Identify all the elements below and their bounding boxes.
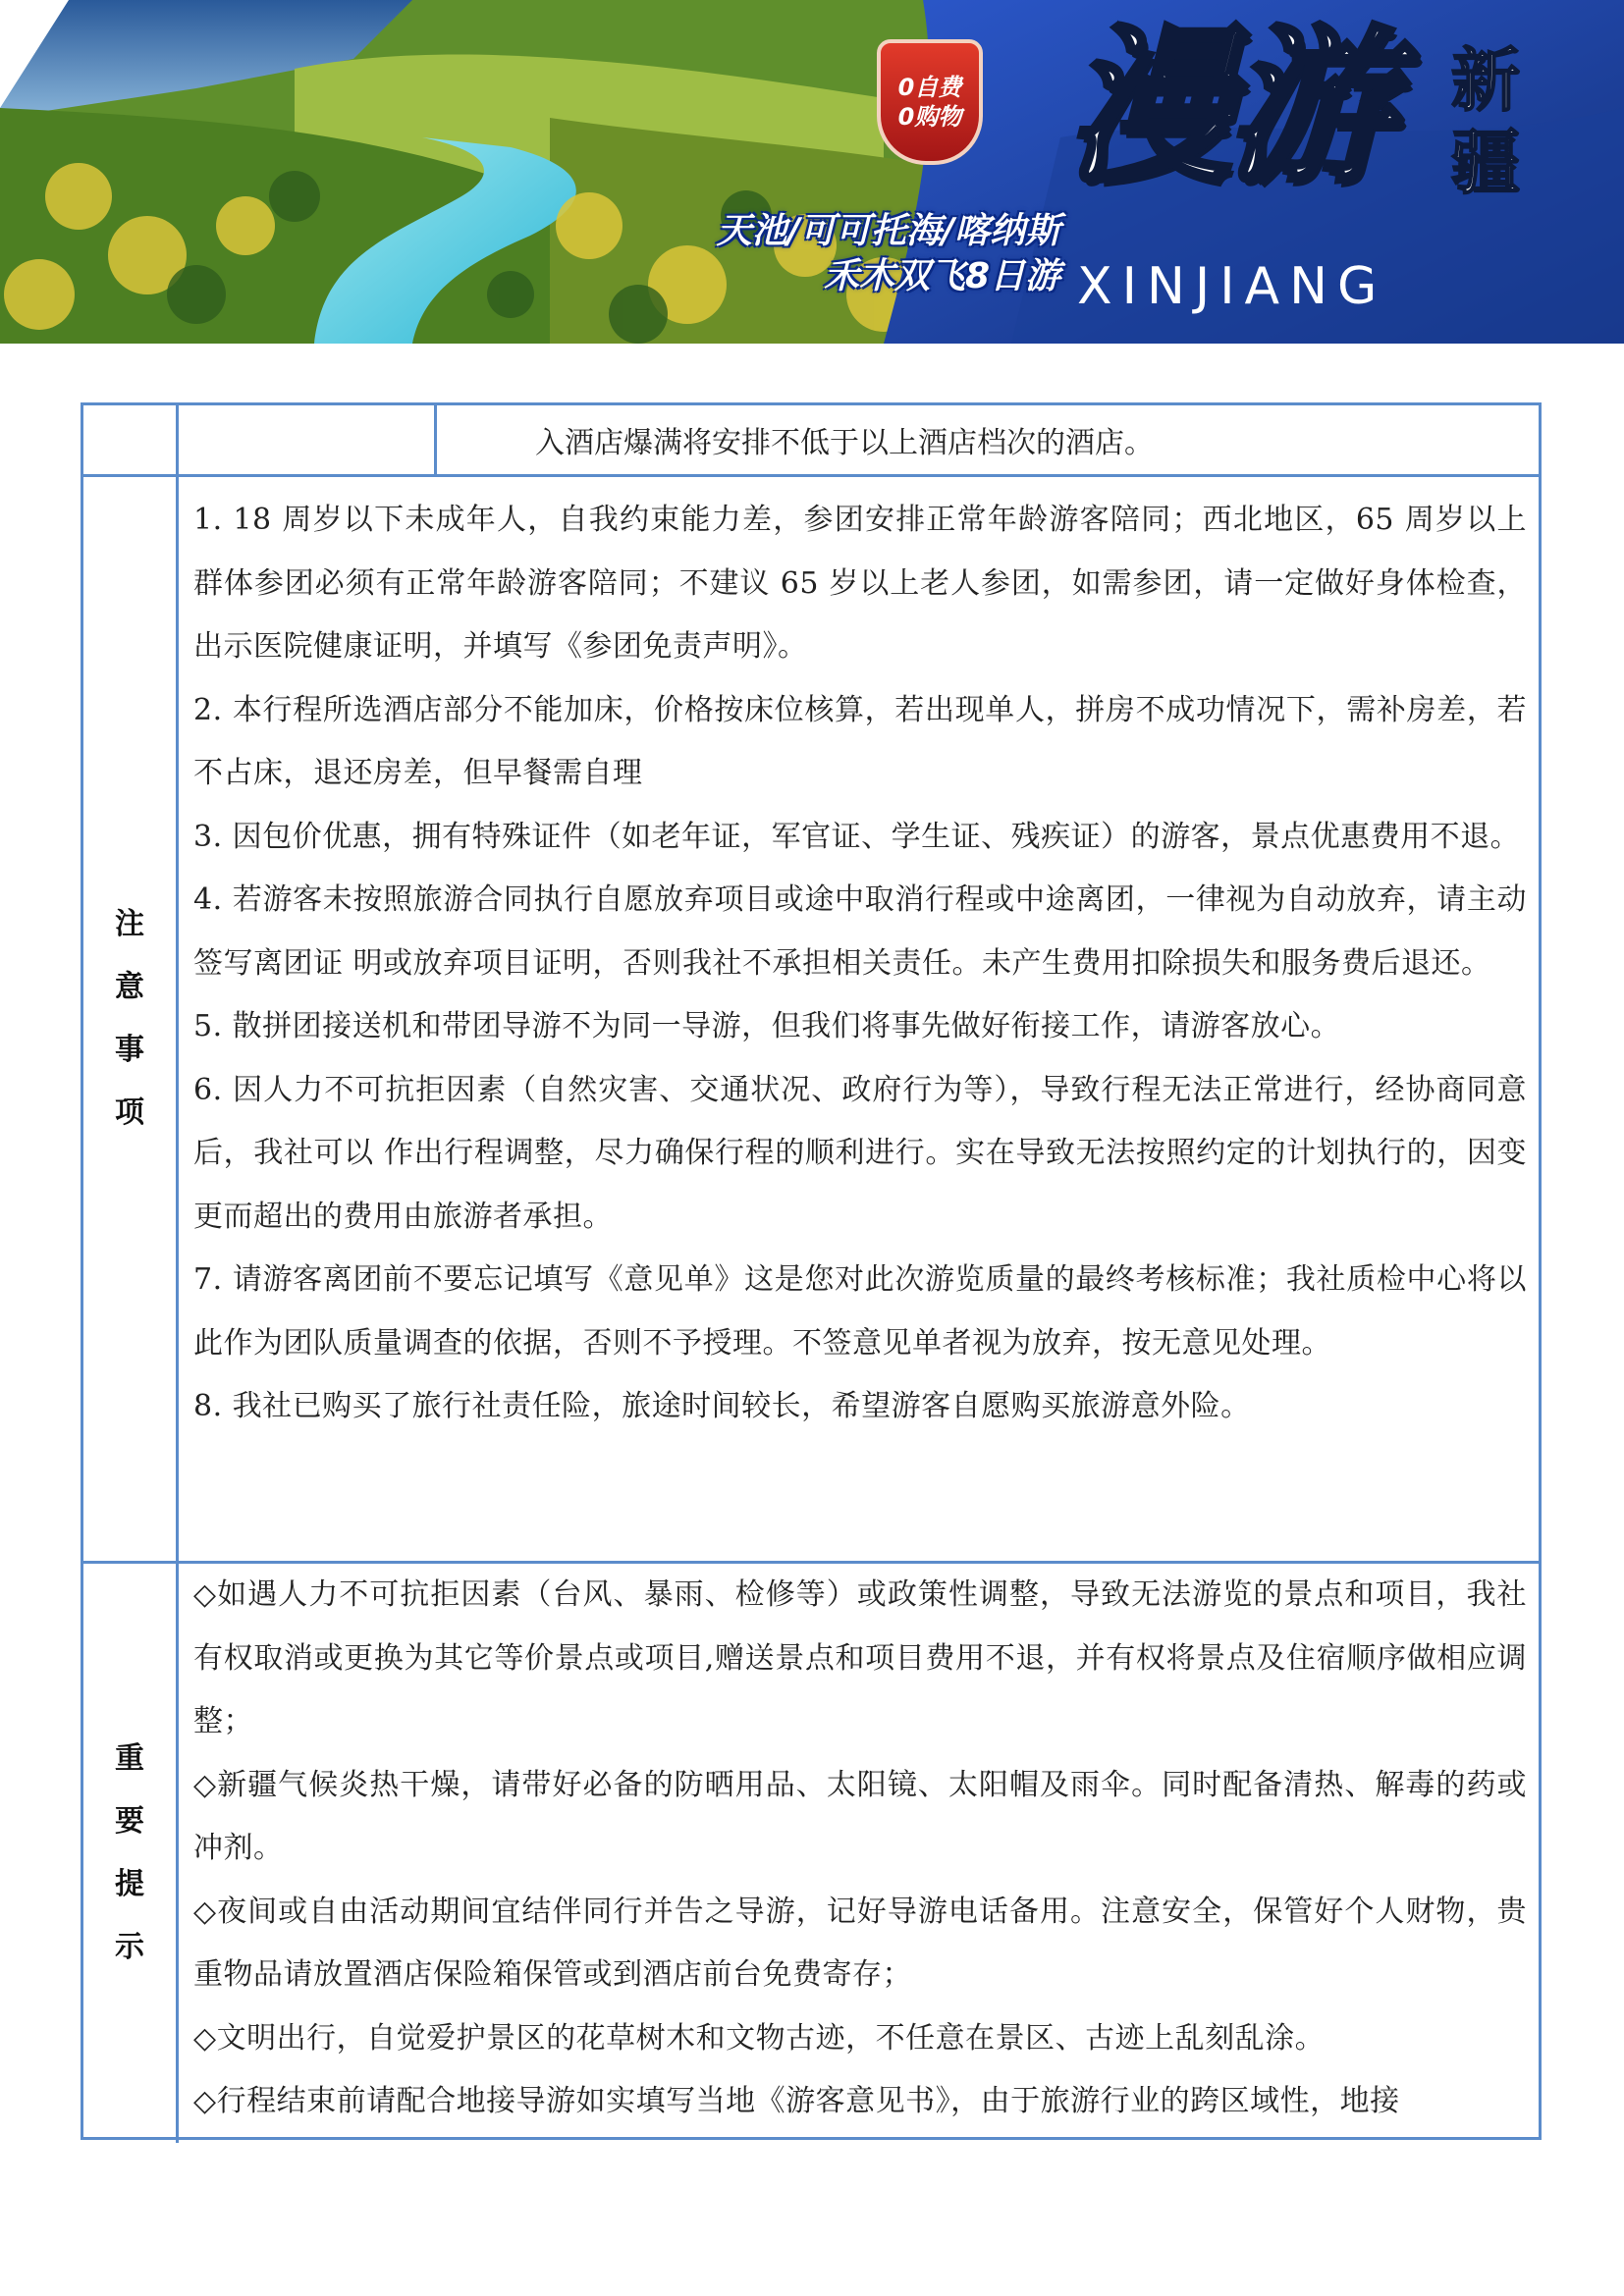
empty-label-cell bbox=[83, 405, 179, 474]
notice-label-char: 项 bbox=[115, 1095, 144, 1130]
badge-line-2: 0购物 bbox=[897, 103, 962, 131]
tips-label-char: 要 bbox=[115, 1804, 144, 1839]
table-row-hotel bbox=[83, 405, 1539, 477]
subtitle-line-2: 禾木双飞8日游 bbox=[823, 256, 1060, 296]
region-line-1: 新 bbox=[1451, 40, 1520, 121]
notice-item: 7. 请游客离团前不要忘记填写《意见单》这是您对此次游览质量的最终考核标准；我社质检中心将以此作为团队质量调查的依据，否则不予授理。不签意见单者视为放弃，按无意见处理。 bbox=[193, 1262, 1527, 1361]
notice-label-cell bbox=[83, 477, 179, 1561]
empty-cell bbox=[179, 405, 437, 474]
notice-label bbox=[113, 893, 146, 1145]
notice-item: 3. 因包价优惠，拥有特殊证件（如老年证，军官证、学生证、残疾证）的游客，景点优惠费用不退。 bbox=[193, 819, 1521, 854]
tour-subtitle bbox=[648, 209, 1060, 299]
subtitle-line-1: 天池/可可托海/喀纳斯 bbox=[716, 211, 1060, 251]
no-fee-badge bbox=[877, 39, 983, 165]
banner-title: 漫游 bbox=[1065, 11, 1388, 205]
notice-item: 4. 若游客未按照旅游合同执行自愿放弃项目或途中取消行程或中途离团，一律视为自动放弃，请主动签写离团证 明或放弃项目证明，否则我社不承担相关责任。未产生费用扣除损失和服务费后退还。 bbox=[193, 882, 1527, 981]
tips-item: ◇新疆气候炎热干燥，请带好必备的防晒用品、太阳镜、太阳帽及雨伞。同时配备清热、解毒的药或冲剂。 bbox=[193, 1767, 1527, 1865]
tips-label-cell bbox=[83, 1564, 179, 2143]
info-table bbox=[81, 402, 1542, 2140]
tips-item: ◇如遇人力不可抗拒因素（台风、暴雨、检修等）或政策性调整，导致无法游览的景点和项目，我社有权取消或更换为其它等价景点或项目,赠送景点和项目费用不退，并有权将景点及住宿顺序做相应调整； bbox=[193, 1577, 1527, 1738]
hotel-note: 入酒店爆满将安排不低于以上酒店档次的酒店。 bbox=[535, 426, 1154, 460]
tips-label-char: 示 bbox=[115, 1930, 144, 1964]
region-title bbox=[1451, 39, 1559, 204]
banner-pinyin: XINJIANG bbox=[1077, 257, 1387, 316]
notice-label-char: 事 bbox=[115, 1033, 144, 1067]
tips-label-char: 提 bbox=[115, 1867, 144, 1901]
badge-line-1: 0自费 bbox=[897, 74, 962, 101]
notice-item: 5. 散拼团接送机和带团导游不为同一导游，但我们将事先做好衔接工作，请游客放心。 bbox=[193, 1009, 1341, 1043]
notice-label-char: 注 bbox=[115, 907, 144, 941]
tips-label-char: 重 bbox=[115, 1741, 144, 1776]
tips-item: ◇夜间或自由活动期间宜结伴同行并告之导游，记好导游电话备用。注意安全，保管好个人财物，贵重物品请放置酒店保险箱保管或到酒店前台免费寄存； bbox=[193, 1894, 1527, 1992]
tips-label bbox=[113, 1728, 146, 1979]
header-banner bbox=[0, 0, 1624, 344]
table-row-tips bbox=[83, 1564, 1539, 2143]
table-row-notice bbox=[83, 477, 1539, 1564]
notice-item: 1. 18 周岁以下未成年人，自我约束能力差，参团安排正常年龄游客陪同；西北地区，65 周岁以上群体参团必须有正常年龄游客陪同；不建议 65 岁以上老人参团，如需参团，请一定做好身体检查，出示医院健康证明，并填写《参团免责声明》。 bbox=[193, 503, 1527, 664]
notice-item: 6. 因人力不可抗拒因素（自然灾害、交通状况、政府行为等），导致行程无法正常进行，经协商同意后，我社可以 作出行程调整，尽力确保行程的顺利进行。实在导致无法按照约定的计划执行的，因变更而超出的费用由旅游者承担。 bbox=[193, 1072, 1527, 1234]
notice-item: 2. 本行程所选酒店部分不能加床，价格按床位核算，若出现单人，拼房不成功情况下，需补房差，若不占床，退还房差，但早餐需自理 bbox=[193, 692, 1527, 790]
notice-content bbox=[179, 477, 1539, 1561]
notice-label-char: 意 bbox=[115, 970, 144, 1004]
notice-item: 8. 我社已购买了旅行社责任险，旅途时间较长，希望游客自愿购买旅游意外险。 bbox=[193, 1389, 1251, 1423]
tips-content bbox=[179, 1564, 1539, 2143]
tips-item: ◇行程结束前请配合地接导游如实填写当地《游客意见书》，由于旅游行业的跨区域性，地接 bbox=[193, 2084, 1400, 2118]
region-line-2: 疆 bbox=[1451, 123, 1520, 203]
tips-item: ◇文明出行，自觉爱护景区的花草树木和文物古迹，不任意在景区、古迹上乱刻乱涂。 bbox=[193, 2020, 1326, 2056]
